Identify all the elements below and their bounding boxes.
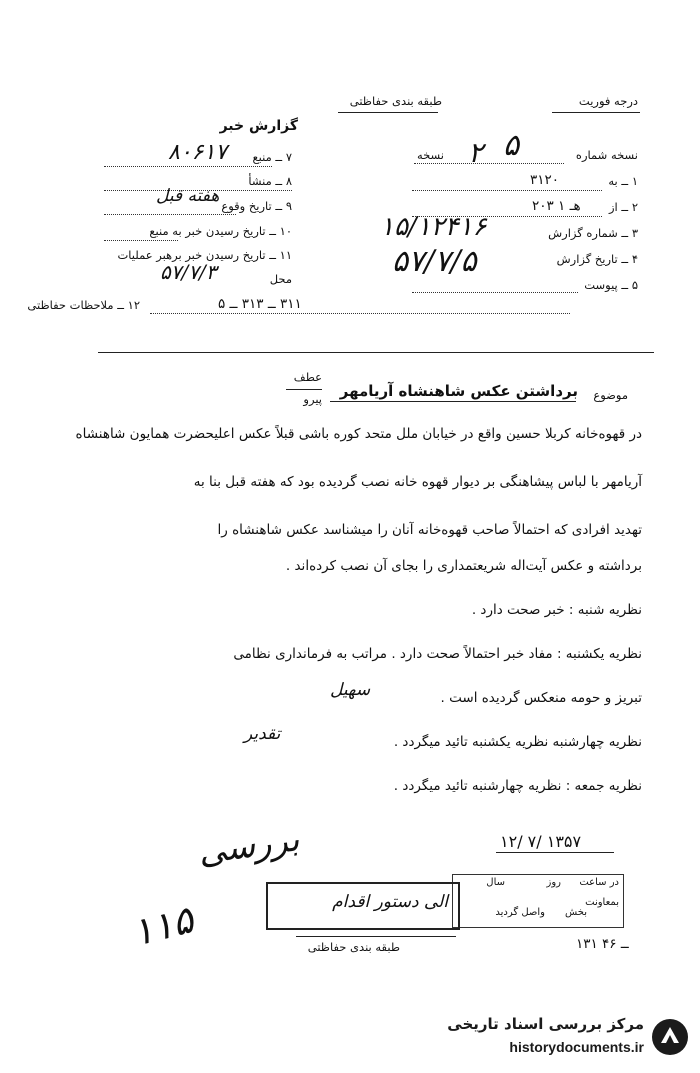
- security-notes-label: ۱۲ ــ ملاحظات حفاظتی: [27, 298, 140, 312]
- signature-2: تقدیر: [244, 724, 281, 744]
- copy-number-value: ۵: [503, 128, 520, 163]
- report-type-title: گزارش خبر: [219, 118, 298, 134]
- instruction-box: [266, 882, 460, 930]
- report-number-value: ۱۵/۱۲۴۱۶: [380, 212, 487, 242]
- opinion-wednesday: نظریه چهارشنبه نظریه یکشنبه تائید میگردد .: [393, 734, 642, 750]
- watermark-title: مرکز بررسی اسناد تاریخی: [447, 1015, 644, 1033]
- place-label: محل: [269, 272, 292, 286]
- receipt-year-label: سال: [486, 877, 505, 888]
- report-date-value: ۵۷/۷/۵: [392, 244, 477, 279]
- receipt-section-label: بخش: [565, 907, 587, 918]
- signature-1: سهیل: [330, 680, 371, 700]
- received-by-leader-label: ۱۱ ــ تاریخ رسیدن خبر برهبر عملیات: [117, 248, 292, 262]
- security-notes-value: ۳۱۱ ــ ۳۱۳ ــ ۵: [218, 296, 302, 312]
- watermark-url: historydocuments.ir: [509, 1039, 644, 1055]
- classification-label-top: طبقه بندی حفاظتی: [349, 94, 442, 108]
- attachment-label: ۵ ــ پیوست: [584, 278, 638, 292]
- opinion-sunday-cont: تبریز و حومه منعکس گردیده است .: [440, 690, 642, 706]
- atf-label: عطف: [293, 370, 322, 384]
- occurrence-date-value: هفته قبل: [156, 186, 220, 206]
- classification-label-bottom: طبقه بندی حفاظتی: [307, 940, 400, 954]
- body-line-2: آریامهر با لباس پیشاهنگی بر دیوار قهوه خانه نصب گردیده بود که هفته قبل بنا به: [193, 474, 642, 490]
- instruction-text: الی دستور اقدام: [332, 892, 448, 912]
- peyro-label: پیرو: [303, 392, 322, 406]
- to-label: ۱ ــ به: [608, 174, 638, 188]
- from-label: ۲ ــ از: [609, 200, 638, 214]
- watermark: [410, 1015, 690, 1061]
- origin-label: ۸ ــ منشأ: [248, 174, 292, 188]
- body-line-4: برداشته و عکس آیت‌اله شریعتمداری را بجای آن نصب کرده‌اند .: [285, 558, 642, 574]
- receipt-received-label: واصل گردید: [495, 907, 545, 918]
- form-number: ۱۳۱ ــ ۴۶: [576, 936, 629, 952]
- date-stamp: ۱۲/ ۷/ ۱۳۵۷: [500, 832, 582, 851]
- place-value: ۵۷/۷/۳: [160, 260, 217, 284]
- report-date-label: ۴ ــ تاریخ گزارش: [556, 252, 638, 266]
- watermark-logo-icon: [650, 1017, 690, 1057]
- source-label: ۷ ــ منبع: [252, 150, 292, 164]
- to-value: ۳۱۲۰: [530, 172, 560, 188]
- receipt-hour-label: در ساعت: [579, 877, 619, 888]
- page-mark: ۱۱۵: [127, 897, 198, 955]
- opinion-saturday: نظریه شنبه : خبر صحت دارد .: [471, 602, 642, 618]
- receipt-deputy-label: بمعاونت: [585, 897, 619, 908]
- subject-value: برداشتن عکس شاهنشاه آریامهر: [339, 382, 578, 400]
- copy-number-label: نسخه شماره: [575, 148, 638, 162]
- occurrence-date-label: ۹ ــ تاریخ وقوع: [221, 199, 292, 213]
- received-by-source-label: ۱۰ ــ تاریخ رسیدن خبر به منبع: [149, 224, 292, 238]
- receipt-day-label: روز: [546, 877, 561, 888]
- copy-value: ۲: [468, 136, 484, 169]
- body-line-3: تهدید افرادی که احتمالاً صاحب قهوه‌خانه آنان را میشناسد عکس شاهنشاه را: [217, 522, 642, 538]
- subject-label: موضوع: [593, 388, 628, 402]
- urgency-label: درجه فوریت: [578, 94, 638, 108]
- opinion-friday: نظریه جمعه : نظریه چهارشنبه تائید میگردد .: [393, 778, 642, 794]
- report-number-label: ۳ ــ شماره گزارش: [548, 226, 638, 240]
- body-line-1: در قهوه‌خانه کربلا حسین واقع در خیابان ملل متحد کوره باشی قبلاً عکس اعلیحضرت همایون شاهنشاه: [75, 426, 642, 442]
- source-value: ۸۰۶۱۷: [168, 140, 228, 165]
- from-value: ۲۰۳ هـ ۱: [532, 198, 581, 214]
- handwriting-left: بررسی: [195, 819, 302, 873]
- copy-label: نسخه: [416, 148, 444, 162]
- opinion-sunday: نظریه یکشنبه : مفاد خبر احتمالاً صحت دارد . مراتب به فرمانداری نظامی: [233, 646, 642, 662]
- receipt-stamp: [452, 874, 624, 928]
